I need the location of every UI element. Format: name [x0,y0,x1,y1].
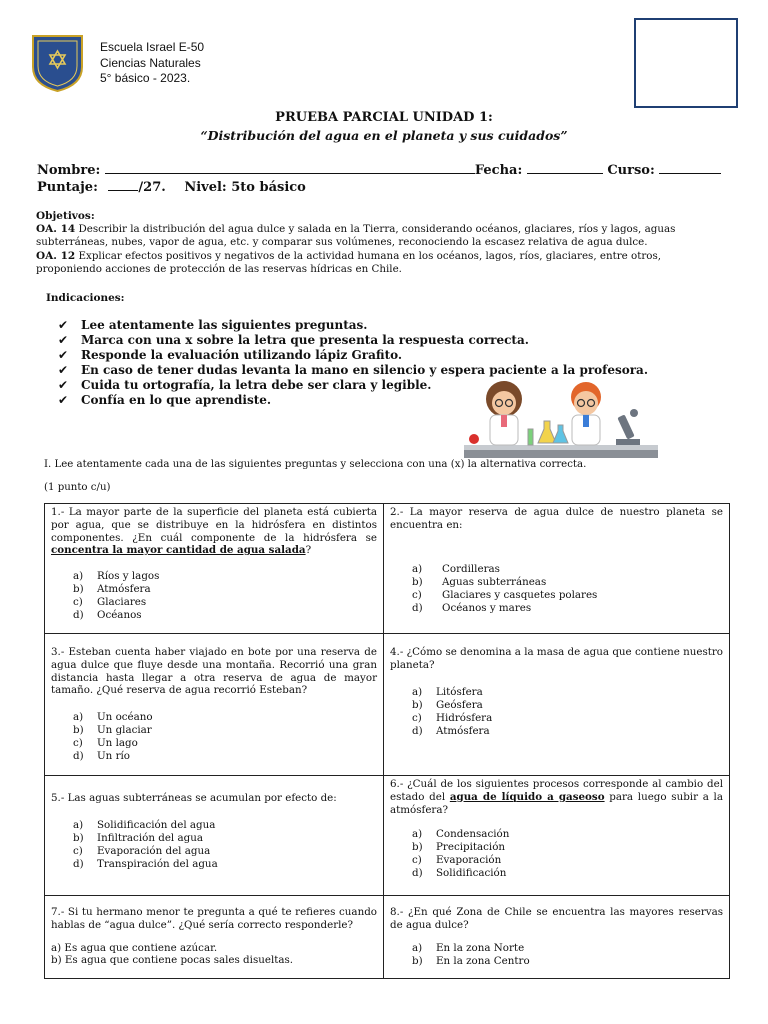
option-d[interactable]: d) Solidificación [412,867,507,880]
list-item: ✔ Confía en lo que aprendiste. [58,393,272,407]
checkmark-icon: ✔ [58,393,69,407]
list-item: ✔ Cuida tu ortografía, la letra debe ser clara y legible. [58,378,432,392]
option-c[interactable]: c) Glaciares y casquetes polares [412,588,598,601]
option-d[interactable]: d) Océanos [73,609,142,622]
fecha-field[interactable] [527,162,603,174]
question-3 [45,634,384,776]
grade-box [634,18,738,108]
option-a[interactable]: a) Ríos y lagos [73,570,160,583]
question-2 [384,504,729,634]
option-a[interactable]: a) Litósfera [412,685,483,698]
option-b[interactable]: b) Infiltración del agua [73,831,203,844]
checkmark-icon: ✔ [58,333,69,347]
option-c[interactable]: c) Glaciares [73,596,147,609]
option-d[interactable]: d) Un río [73,750,130,763]
option-b[interactable]: b) Un glaciar [73,724,152,737]
question-6-text: 6.- ¿Cuál de los siguientes procesos corresponde al cambio del estado del agua de líquido a gaseoso para luego subir a la atmósfera? [390,778,723,816]
question-7 [45,896,384,978]
question-2-text: 2.- La mayor reserva de agua dulce de nuestro planeta se encuentra en: [390,506,723,531]
question-5 [45,776,384,896]
nombre-label: Nombre: [37,163,101,178]
list-item: ✔ En caso de tener dudas levanta la mano en silencio y espera paciente a la profesora. [58,363,648,377]
score-row [37,179,306,195]
exam-title: PRUEBA PARCIAL UNIDAD 1: [275,110,493,125]
section-instruction: I. Lee atentamente cada una de las siguientes preguntas y selecciona con una (x) la alternativa correcta. [44,459,587,470]
question-5-text: 5.- Las aguas subterráneas se acumulan por efecto de: [51,792,337,804]
question-4 [384,634,729,776]
oa14-code: OA. 14 [36,223,76,236]
checkmark-icon: ✔ [58,348,69,362]
kids-science-illustration [462,375,660,461]
indications-heading: Indicaciones: [46,292,125,304]
question-1-text: 1.- La mayor parte de la superficie del planeta está cubierta por agua, que se distribuye en la hidrósfera en distintos componentes. ¿En cuál componente de la hidrósfera se concentra la mayor cantidad de agua salada? [51,506,377,557]
checkmark-icon: ✔ [58,378,69,392]
objectives-heading: Objetivos: [36,210,95,222]
question-8 [384,896,729,978]
option-d[interactable]: d) Océanos y mares [412,601,532,614]
question-3-text: 3.- Esteban cuenta haber viajado en bote por una reserva de agua dulce que fluye desde una montaña. Recorrió una gran distancia hasta llegar a otra reserva de agua de mayor tamaño. ¿Qué reserva de agua recorrió Esteban? [51,646,377,697]
puntaje-label: Puntaje: [37,180,98,195]
student-fields-row [37,162,737,178]
option-b[interactable]: b) En la zona Centro [412,954,530,967]
option-c[interactable]: c) Evaporación del agua [73,844,211,857]
nombre-field[interactable] [105,162,475,174]
option-a[interactable]: a) Cordilleras [412,562,500,575]
option-b[interactable]: b) Precipitación [412,841,506,854]
curso-label: Curso: [607,163,655,178]
question-8-text: 8.- ¿En qué Zona de Chile se encuentra las mayores reservas de agua dulce? [390,906,723,931]
option-a[interactable]: a) Condensación [412,828,510,841]
list-item: ✔ Responde la evaluación utilizando lápiz Grafito. [58,348,403,362]
option-b[interactable]: b) Aguas subterráneas [412,575,547,588]
points-note: (1 punto c/u) [44,482,111,493]
option-c[interactable]: c) Evaporación [412,854,502,867]
list-item: ✔ Marca con una x sobre la letra que presenta la respuesta correcta. [58,333,529,347]
puntaje-total: /27. [138,180,166,195]
option-b[interactable]: b) Atmósfera [73,583,151,596]
questions-table [44,503,730,979]
option-a[interactable]: a) Solidificación del agua [73,818,216,831]
grade-year: 5° básico - 2023. [100,71,191,85]
option-a[interactable]: a) Es agua que contiene azúcar. [51,941,218,954]
school-name: Escuela Israel E-50 [100,40,205,54]
option-b[interactable]: b) Es agua que contiene pocas sales disueltas. [51,954,294,967]
subject-name: Ciencias Naturales [100,55,201,70]
question-6 [384,776,729,896]
school-info [100,40,204,87]
checkmark-icon: ✔ [58,318,69,332]
puntaje-field[interactable] [108,179,138,191]
question-4-text: 4.- ¿Cómo se denomina a la masa de agua que contiene nuestro planeta? [390,646,723,671]
option-a[interactable]: a) Un océano [73,711,153,724]
option-c[interactable]: c) Hidrósfera [412,711,493,724]
exam-subtitle: “Distribución del agua en el planeta y sus cuidados” [200,128,568,143]
curso-field[interactable] [659,162,721,174]
question-1 [45,504,384,634]
option-c[interactable]: c) Un lago [73,737,138,750]
question-7-text: 7.- Si tu hermano menor te pregunta a qué te refieres cuando hablas de “agua dulce”. ¿Qué sería correcto responderle? [51,906,377,931]
option-a[interactable]: a) En la zona Norte [412,941,525,954]
option-d[interactable]: d) Transpiración del agua [73,857,218,870]
option-b[interactable]: b) Geósfera [412,698,483,711]
option-d[interactable]: d) Atmósfera [412,724,490,737]
list-item: ✔ Lee atentamente las siguientes preguntas. [58,318,368,332]
oa14-text: Describir la distribución del agua dulce y salada en la Tierra, considerando océanos, glaciares, ríos y lagos, aguas subterráneas, nubes, vapor de agua, etc. y comparar sus volúmenes, reconociendo la escasez relativa de agua dulce. [36,223,676,249]
checkmark-icon: ✔ [58,363,69,377]
oa12-code: OA. 12 [36,249,76,262]
school-logo [30,33,85,93]
oa12-text: Explicar efectos positivos y negativos de la actividad humana en los océanos, lagos, ríos, glaciares, entre otros, proponiendo acciones de protección de las reservas hídricas en Chile. [36,249,662,275]
objectives [36,210,726,276]
nivel-label: Nivel: 5to básico [184,180,306,195]
fecha-label: Fecha: [474,163,523,178]
